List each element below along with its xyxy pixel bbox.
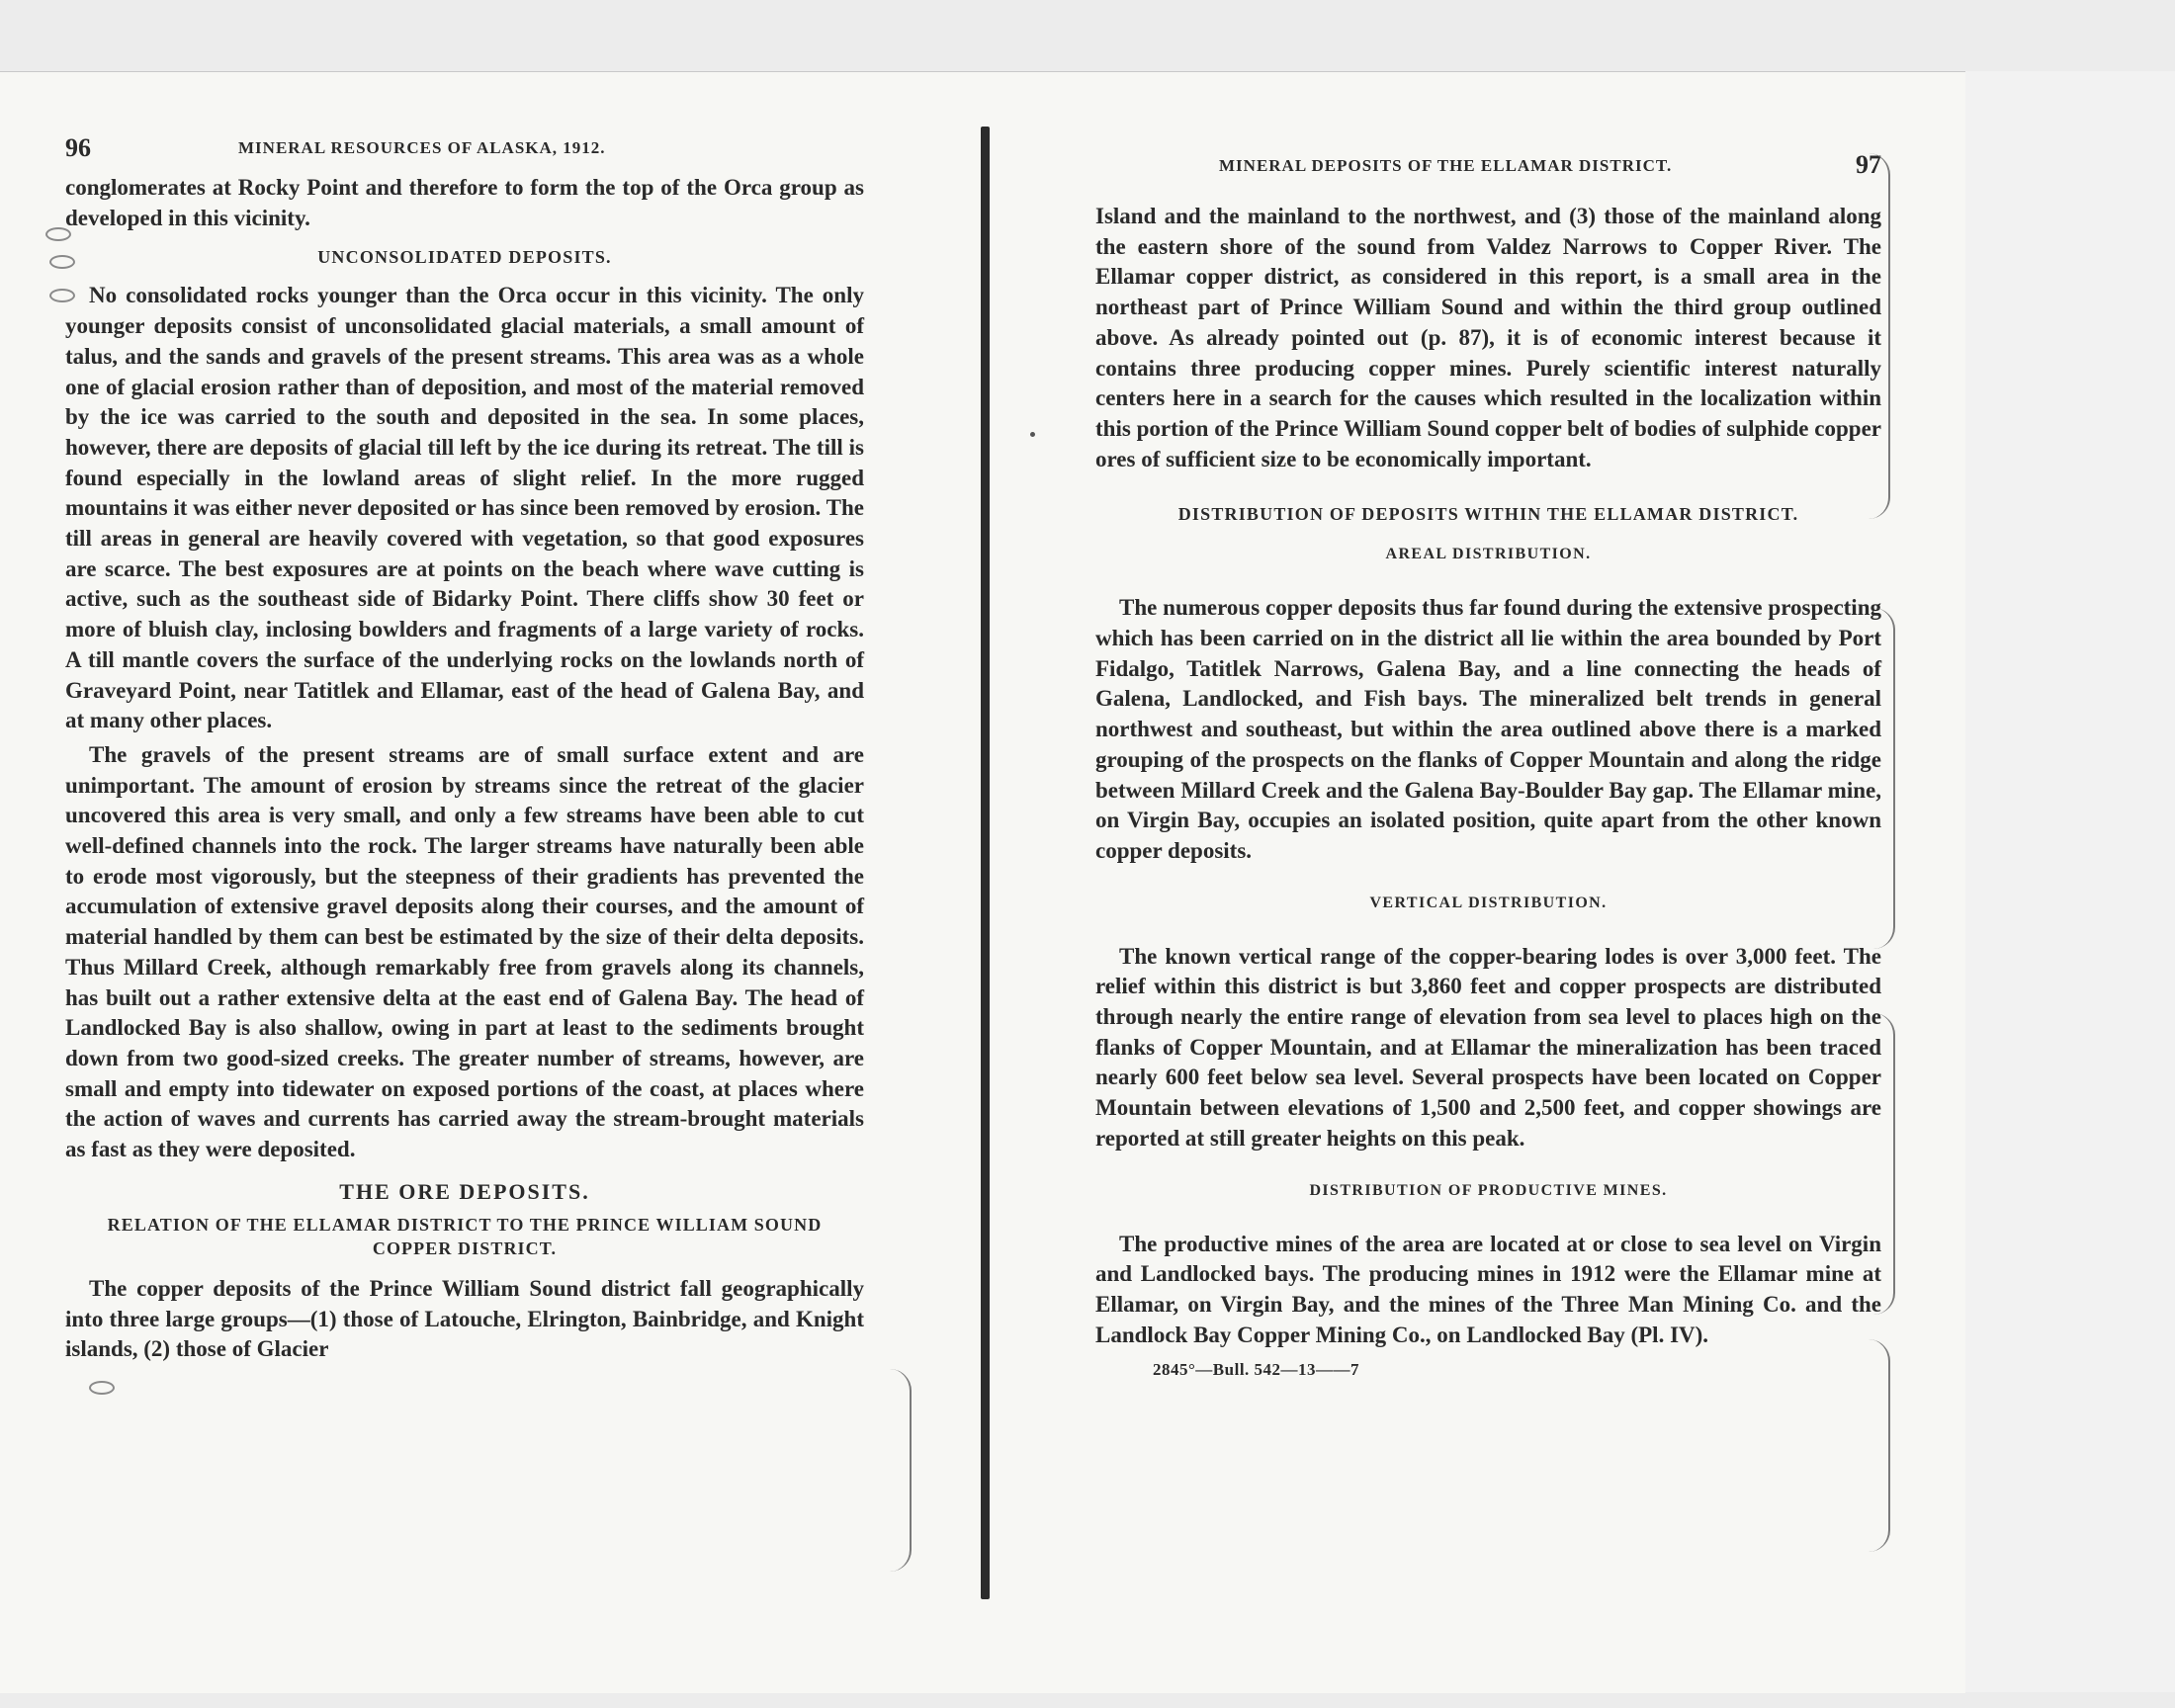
left-running-head <box>65 133 864 173</box>
margin-dot <box>1030 432 1035 437</box>
unconsolidated-paragraph-1: No consolidated rocks younger than the Orca occur in this vicinity. The only younger deposits consist of unconsolidated glacial materials, a small amount of talus, and the sands and gravels of the present streams. This area was as a whole one of glacial erosion rather than of deposition, and most of the material removed by the ice was carried to the south and deposited in the sea. In some places, however, there are deposits of glacial till left by the ice during its retreat. The till is found especially in the lowland areas of slight relief. In the more rugged mountains it was either never deposited or has since been removed by erosion. The till areas in general are heavily covered with vegetation, so that good exposures are scarce. The best exposures are at points on the beach where wave cutting is active, such as the southeast side of Bidarky Point. There cliffs show 30 feet or more of bluish clay, inclosing bowlders and fragments of a large variety of rocks. A till mantle covers the surface of the underlying rocks on the lowlands north of Graveyard Point, near Tatitlek and Ellamar, east of the head of Galena Bay, and at many other places. <box>65 283 864 733</box>
margin-loop-mark <box>49 255 75 269</box>
areal-paragraph: The numerous copper deposits thus far found during the extensive prospecting which has been carried on in the district all lie within the area bounded by Port Fidalgo, Tatitlek Narrows, Galena Bay, and a line connecting the heads of Galena, Landlocked, and Fish bays. The mineralized belt trends in general northwest and southeast, but within the area outlined above there is a marked grouping of the prospects on the flanks of Copper Mountain and along the ridge between Millard Creek and the Galena Bay-Boulder Bay gap. The Ellamar mine, on Virgin Bay, occupies an isolated position, quite apart from the other known copper deposits. <box>1095 595 1881 863</box>
pencil-bracket <box>1829 153 1890 519</box>
right-page <box>1095 148 1881 1380</box>
signature-line: 2845°—Bull. 542—13——7 <box>1153 1360 1360 1380</box>
page-gutter <box>981 127 990 1599</box>
intro-continuation: conglomerates at Rocky Point and therefore to form the top of the Orca group as developed in this vicinity. <box>65 175 864 230</box>
distribution-heading: DISTRIBUTION OF DEPOSITS WITHIN THE ELLAMAR DISTRICT. <box>1177 504 1799 525</box>
margin-loop-mark <box>45 227 71 241</box>
pencil-bracket <box>1839 1339 1890 1552</box>
right-page-number: 97 <box>1856 150 1881 179</box>
pencil-bracket <box>1829 1013 1895 1315</box>
unconsolidated-paragraph-2: The gravels of the present streams are of small surface extent and are unimportant. The amount of erosion by streams since the retreat of the glacier uncovered this area is very small, and only a few streams have been able to cut well-defined channels into the rock. The larger streams have naturally been able to erode most vigorously, but the steepness of their gradients has prevented the accumulation of extensive gravel deposits along their courses, and the amount of material handled by them can best be estimated by the size of their delta deposits. Thus Millard Creek, although remarkably free from gravels along its channels, has built out a rather extensive delta at the east end of Galena Bay. The head of Landlocked Bay is also shallow, owing in part at least to the sediments brought down from two good-sized creeks. The greater number of streams, however, are small and empty into tidewater on exposed portions of the coast, at places where the action of waves and currents has carried away the stream-brought materials as fast as they were deposited. <box>65 741 864 1162</box>
vertical-paragraph: The known vertical range of the copper-bearing lodes is over 3,000 feet. The relief within this district is but 3,860 feet and copper prospects are distributed through nearly the entire range of elevation from sea level to places high on the flanks of Copper Mountain, and at Ellamar the mineralization has been traced nearly 600 feet below sea level. Several prospects have been located on Copper Mountain between elevations of 1,500 and 2,500 feet, and copper showings are reported at still greater heights on this peak. <box>1095 943 1881 1151</box>
right-running-title: MINERAL DEPOSITS OF THE ELLAMAR DISTRICT. <box>1219 156 1673 175</box>
right-running-head <box>1095 148 1881 188</box>
pencil-bracket <box>1834 608 1895 949</box>
ore-deposits-heading: THE ORE DEPOSITS. <box>339 1178 590 1204</box>
pencil-bracket <box>840 1369 912 1572</box>
margin-loop-mark <box>89 1381 115 1395</box>
unconsolidated-heading: UNCONSOLIDATED DEPOSITS. <box>317 247 612 268</box>
vertical-distribution-heading: VERTICAL DISTRIBUTION. <box>1369 894 1608 911</box>
productive-mines-heading: DISTRIBUTION OF PRODUCTIVE MINES. <box>1309 1181 1668 1199</box>
relation-heading: RELATION OF THE ELLAMAR DISTRICT TO THE PRINCE WILLIAM SOUND COPPER DISTRICT. <box>107 1214 823 1258</box>
productive-paragraph: The productive mines of the area are located at or close to sea level on Virgin and Landlocked bays. The producing mines in 1912 were the Ellamar mine at Ellamar, on Virgin Bay, and the mines of the Three Man Mining Co. and the Landlock Bay Copper Mining Co., on Landlocked Bay (Pl. IV). <box>1095 1231 1881 1347</box>
left-page-number: 96 <box>65 133 91 162</box>
scan-margin <box>1965 71 2175 1692</box>
areal-distribution-heading: AREAL DISTRIBUTION. <box>1385 546 1592 563</box>
margin-loop-mark <box>49 289 75 302</box>
relation-continuation: Island and the mainland to the northwest, and (3) those of the mainland along the eastern shore of the sound from Valdez Narrows to Copper River. The Ellamar copper district, as considered in this report, is a small area in the northeast part of Prince William Sound and within the third group outlined above. As already pointed out (p. 87), it is of economic interest because it contains three producing copper mines. Purely scientific interest naturally centers here in a search for the causes which resulted in the localization within this portion of the Prince William Sound copper belt of bodies of sulphide copper ores of sufficient size to be economically important. <box>1095 204 1881 471</box>
left-running-title: MINERAL RESOURCES OF ALASKA, 1912. <box>238 138 606 157</box>
left-page <box>65 133 864 1365</box>
relation-paragraph: The copper deposits of the Prince William Sound district fall geographically into three large groups—(1) those of Latouche, Elrington, Bainbridge, and Knight islands, (2) those of Glacier <box>65 1275 864 1362</box>
